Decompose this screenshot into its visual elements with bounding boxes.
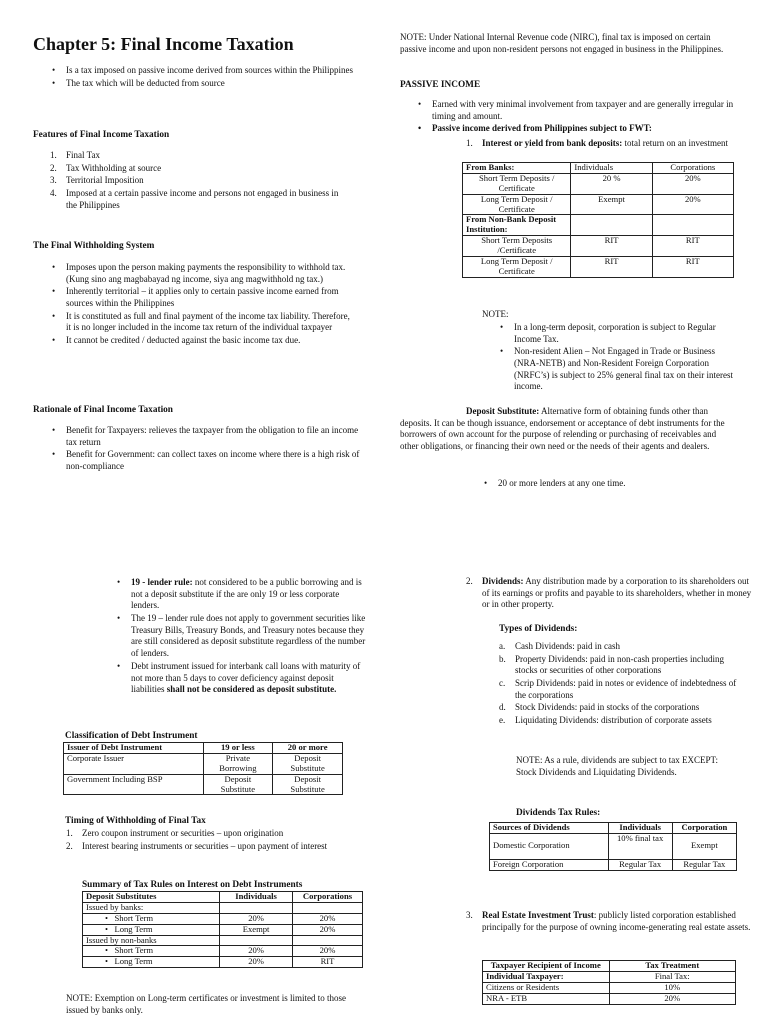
table-row: Long Term Deposit / Certificate RIT RIT	[463, 256, 734, 277]
list-item: 2. Interest bearing instruments or securities – upon payment of interest	[66, 840, 328, 851]
reit-table	[482, 960, 736, 1005]
table-row: Corporate Issuer Private Borrowing Deposit Substitute	[64, 753, 343, 774]
list-item: • It is constituted as full and final payment of the income tax liability. Therefore, it is no longer included in the income tax return of the individual taxpayer	[52, 311, 352, 334]
page-title: Chapter 5: Final Income Taxation	[33, 34, 294, 54]
list-item: • 20 or more lenders at any one time.	[484, 478, 734, 490]
features-heading: Features of Final Income Taxation	[33, 130, 170, 140]
table-header: Sources of Dividends	[490, 823, 609, 834]
class-heading: Classification of Debt Instrument	[65, 731, 198, 741]
table-row: Foreign Corporation Regular Tax Regular Tax	[490, 859, 737, 870]
bank-deposit-table	[462, 162, 734, 278]
table-row: Issued by banks:	[83, 902, 363, 913]
table-row: NRA - ETB 20%	[483, 993, 736, 1004]
table-row: Short Term Deposits / Certificate 20 % 20%	[463, 173, 734, 194]
table-row: Long Term Deposit / Certificate Exempt 20%	[463, 194, 734, 215]
table-row: • Long Term 20% RIT	[83, 957, 363, 968]
table-row: Citizens or Residents 10%	[483, 982, 736, 993]
fws-list	[52, 262, 352, 348]
fws-heading: The Final Withholding System	[33, 241, 155, 251]
list-item: 4. Imposed at a certain passive income and persons not engaged in business in the Philippines	[50, 188, 339, 210]
bank-note-label: NOTE:	[482, 309, 509, 319]
table-header: Deposit Substitutes	[83, 892, 220, 903]
table-row: Short Term Deposits /Certificate RIT RIT	[463, 236, 734, 257]
list-item: 2. Tax Withholding at source	[50, 162, 162, 173]
deposit-sub-list	[484, 478, 734, 491]
classification-table	[63, 742, 343, 795]
table-row: • Long Term Exempt 20%	[83, 924, 363, 935]
dividends-table	[489, 822, 737, 871]
list-item: • Benefit for Taxpayers: relieves the taxpayer from the obligation to file an income tax return	[52, 425, 367, 448]
timing-heading: Timing of Withholding of Final Tax	[65, 816, 206, 826]
exemption-note: NOTE: Exemption on Long-term certificates or investment is limited to those issued by banks only.	[66, 993, 346, 1015]
table-header: Individuals	[571, 163, 652, 174]
table-row: Domestic Corporation 10% final tax Exempt	[490, 833, 737, 859]
table-header: Corporations	[292, 892, 362, 903]
table-row: From Non-Bank Deposit Institution:	[463, 215, 734, 236]
rationale-list	[52, 425, 367, 474]
reit-item: 3. Real Estate Investment Trust: publicly listed corporation established principally for the purpose of owning income-generating real estate assets.	[466, 910, 751, 932]
list-item: d. Stock Dividends: paid in stocks of the corporations	[499, 702, 700, 713]
list-item: • Debt instrument issued for interbank call loans with maturity of not more than 5 days to cover deficiency against deposit liabilities shall not be considered as deposit substitute.	[117, 661, 367, 696]
table-header: Individuals	[608, 823, 672, 834]
list-item: • Benefit for Government: can collect taxes on income where there is a high risk of non-compliance	[52, 449, 367, 472]
passive-heading: PASSIVE INCOME	[400, 80, 481, 90]
list-item: a. Cash Dividends: paid in cash	[499, 641, 620, 651]
dividends-item: 2. Dividends: Any distribution made by a corporation to its shareholders out of its earnings or profits and payable to its shareholders, whether in money or in other property.	[466, 576, 752, 610]
list-item: b. Property Dividends: paid in non-cash properties including stocks or securities of other corporations	[499, 653, 724, 676]
list-item: 1. Final Tax	[50, 150, 100, 160]
list-item: • The 19 – lender rule does not apply to government securities like Treasury Bills, Treasury Bonds, and Treasury notes because they are still considered as deposit substitute regardless of the number of lenders.	[117, 613, 367, 660]
list-item: • It cannot be credited / deducted against the basic income tax due.	[52, 335, 352, 347]
table-header: Tax Treatment	[609, 961, 736, 972]
list-item: • 19 - lender rule: not considered to be a public borrowing and is not a deposit substitute if the are only 19 or less corporate lenders.	[117, 577, 367, 612]
table-row: • Short Term 20% 20%	[83, 913, 363, 924]
table-header: From Banks:	[463, 163, 571, 174]
list-item: • Imposes upon the person making payments the responsibility to withhold tax. (Kung sino ang magbabayad ng income, siya ang magwithhold ng tax.)	[52, 262, 352, 285]
list-item: • In a long-term deposit, corporation is subject to Regular Income Tax.	[500, 322, 736, 345]
table-row: • Short Term 20% 20%	[83, 946, 363, 957]
nirc-note: NOTE: Under National Internal Revenue code (NIRC), final tax is imposed on certain passive income and upon non-resident persons not engaged in business in the Philippines.	[400, 32, 724, 54]
table-row: Government Including BSP Deposit Substitute Deposit Substitute	[64, 774, 343, 795]
list-item: c. Scrip Dividends: paid in notes or evidence of indebtedness of the corporations	[499, 678, 737, 700]
dividend-types-list	[499, 641, 739, 728]
list-item: 1. Zero coupon instrument or securities – upon origination	[66, 828, 284, 838]
table-header: Taxpayer Recipient of Income	[483, 961, 610, 972]
table-header: 19 or less	[203, 743, 273, 754]
table-header: Corporations	[652, 163, 733, 174]
list-item: • Passive income derived from Philippines subject to FWT:	[418, 123, 736, 135]
passive-list	[418, 99, 736, 136]
list-item: • Inherently territorial – it applies only to certain passive income earned from sources within the Philippines	[52, 286, 352, 309]
bank-deposit-item: 1. Interest or yield from bank deposits: total return on an investment	[466, 138, 728, 148]
dividends-note: NOTE: As a rule, dividends are subject to tax EXCEPT: Stock Dividends and Liquidating Dividends.	[516, 755, 719, 777]
bank-note-list	[500, 322, 736, 394]
table-header: 20 or more	[273, 743, 343, 754]
intro-list	[52, 65, 362, 90]
list-item: e. Liquidating Dividends: distribution of corporate assets	[499, 715, 712, 726]
lender-rule-list	[117, 577, 367, 697]
rationale-heading: Rationale of Final Income Taxation	[33, 405, 173, 415]
timing-list	[66, 828, 356, 853]
list-item: • Non-resident Alien – Not Engaged in Trade or Business (NRA-NETB) and Non-Resident Foreign Corporation (NRFC’s) is subject to 25% general final tax on their interest income.	[500, 346, 736, 393]
features-list	[50, 150, 350, 212]
types-heading: Types of Dividends:	[499, 624, 578, 634]
table-row: Issued by non-banks	[83, 935, 363, 946]
table-header: Issuer of Debt Instrument	[64, 743, 204, 754]
list-item: • The tax which will be deducted from source	[52, 78, 362, 90]
list-item: • Is a tax imposed on passive income derived from sources within the Philippines	[52, 65, 362, 77]
deposit-substitute: Deposit Substitute: Alternative form of obtaining funds other than deposits. It can be though issuance, endorsement or acceptance of debt instruments for the borrowers of own account for the purpose of relending or purchasing of receivables and other obligations, or financing their own need or the needs of their agents and dealers.	[400, 406, 725, 452]
div-rules-heading: Dividends Tax Rules:	[516, 808, 601, 818]
summary-table	[82, 891, 363, 968]
summary-heading: Summary of Tax Rules on Interest on Debt Instruments	[82, 880, 303, 890]
list-item: 3. Territorial Imposition	[50, 175, 144, 186]
table-header: Corporation	[672, 823, 736, 834]
table-row: Individual Taxpayer: Final Tax:	[483, 971, 736, 982]
list-item: • Earned with very minimal involvement from taxpayer and are generally irregular in timing and amount.	[418, 99, 736, 122]
table-header: Individuals	[220, 892, 293, 903]
